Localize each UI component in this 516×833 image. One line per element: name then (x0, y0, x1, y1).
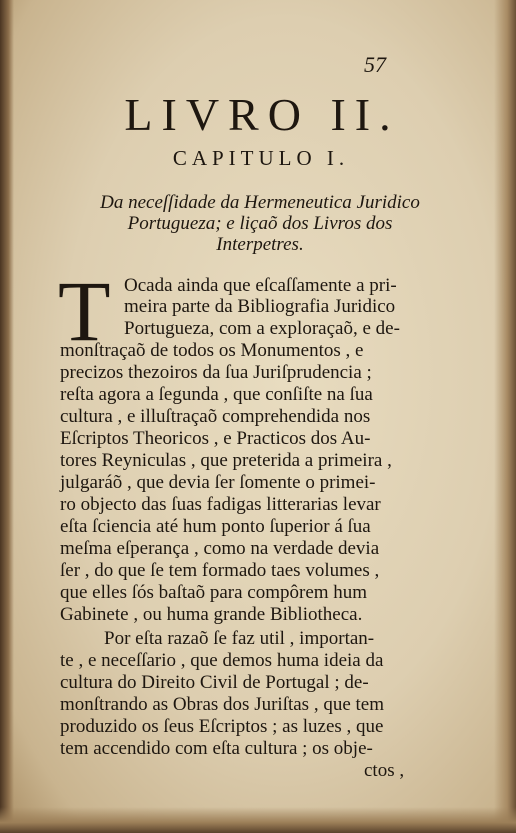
text-line: ro objecto das ſuas fadigas litterarias levar (60, 494, 381, 515)
text-line: Portugueza, com a exploraçaõ, e de- (124, 318, 400, 339)
text-line: monſtrando as Obras dos Juriſtas , que tem (60, 694, 385, 715)
drop-cap: T (58, 263, 111, 359)
page-number: 57 (364, 52, 386, 77)
chapter-title: CAPITULO I. (172, 146, 350, 170)
text-line: te , e neceſſario , que demos huma ideia da (60, 650, 384, 671)
text-line: ſer , do que ſe tem formado taes volumes , (60, 560, 380, 581)
text-line: produzido os ſeus Eſcriptos ; as luzes , que (60, 716, 384, 737)
text-line: precizos thezoiros da ſua Juriſprudencia ; (60, 362, 372, 383)
chapter-subtitle (60, 192, 460, 255)
text-line: eſta ſciencia até hum ponto ſuperior á ſua (60, 516, 371, 537)
text-line: cultura do Direito Civil de Portugal ; de- (60, 672, 369, 693)
text-line: julgaráõ , que devia ſer ſomente o primei- (60, 472, 376, 493)
text-line: tem accendido com eſta cultura ; os obje- (60, 738, 373, 759)
text-line: tores Reyniculas , que preterida a primeira , (60, 450, 392, 471)
text-line: que elles ſós baſtaõ para compôrem hum (60, 582, 368, 603)
catchword: ctos , (364, 760, 405, 781)
text-line: meira parte da Bibliografia Juridico (124, 296, 396, 317)
text-line: Gabinete , ou huma grande Bibliotheca. (60, 604, 363, 625)
text-line: Por eſta razaõ ſe faz util , importan- (104, 628, 375, 649)
text-line: Eſcriptos Theoricos , e Practicos dos Au- (60, 428, 371, 449)
subtitle-line: Portugueza; e liçaõ dos Livros dos (127, 213, 393, 234)
page-bottom-shadow (0, 807, 516, 833)
subtitle-line: Interpetres. (216, 234, 304, 255)
book-title: LIVRO II. (124, 89, 400, 140)
text-line: monſtraçaõ de todos os Monumentos , e (60, 340, 364, 361)
subtitle-line: Da neceſſidade da Hermeneutica Juridico (100, 192, 420, 213)
text-line: Ocada ainda que eſcaſſamente a pri- (124, 275, 397, 296)
text-line: meſma eſperança , como na verdade devia (60, 538, 380, 559)
text-line: cultura , e illuſtraçaõ comprehendida nos (60, 406, 371, 427)
text-line: reſta agora a ſegunda , que conſiſte na ſua (60, 384, 373, 405)
